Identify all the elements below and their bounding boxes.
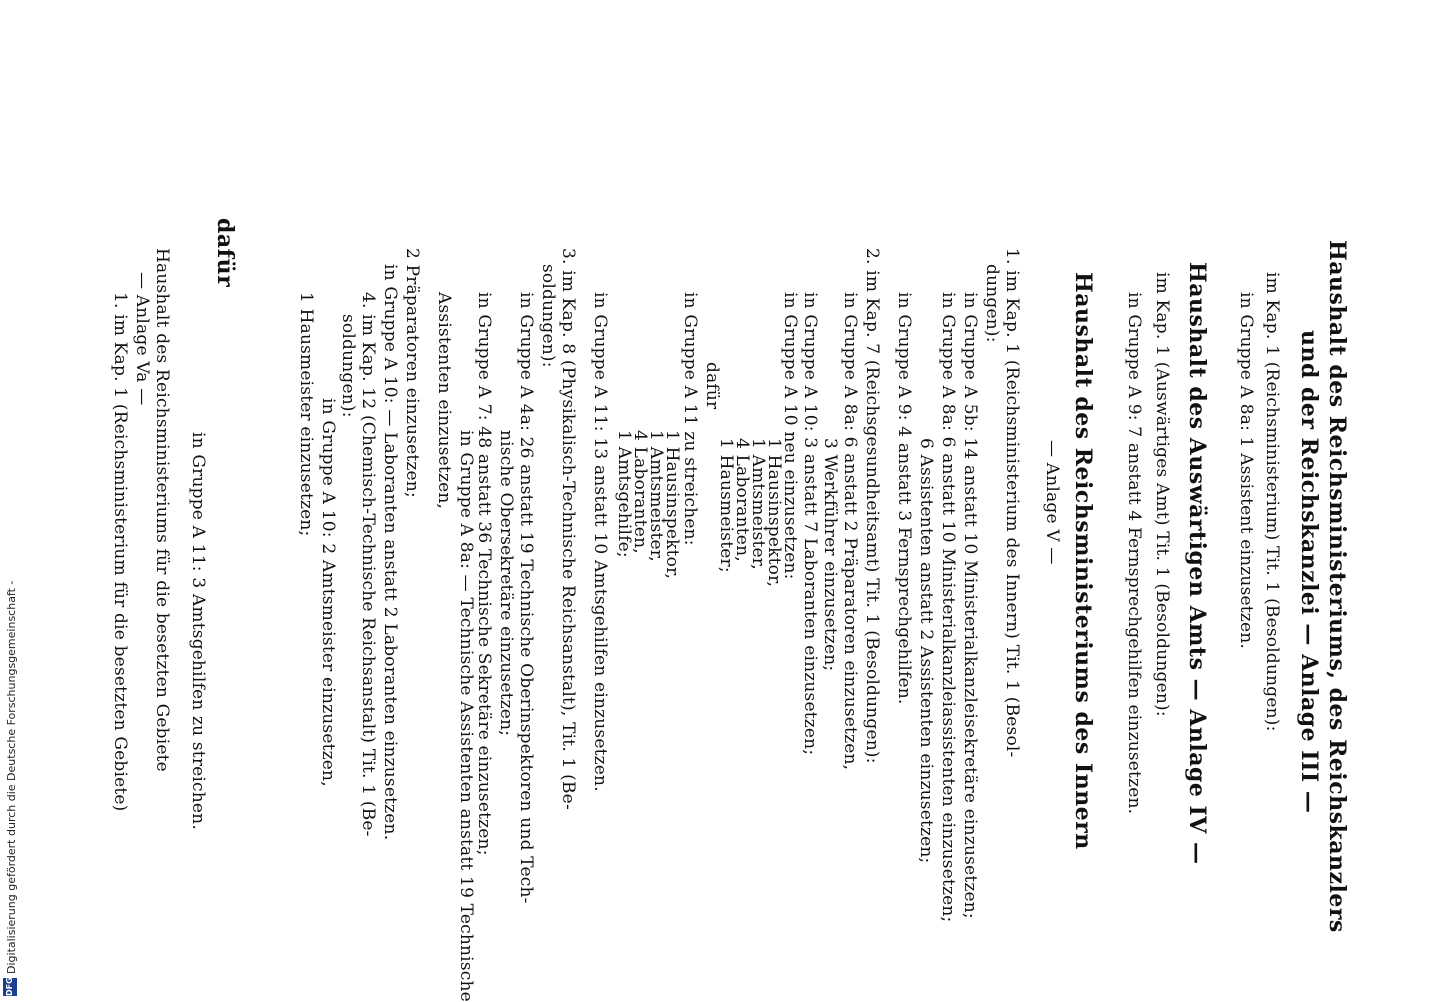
text-line: 1 Amtsgehilfe; xyxy=(614,430,634,558)
text-line: in Gruppe A 11: 13 anstatt 10 Amtsgehilfen einzusetzen. xyxy=(590,292,610,792)
text-line: in Gruppe A 10: 2 Amtsmeister einzusetzen, xyxy=(318,398,338,787)
text-line: in Gruppe A 8a: 6 anstatt 10 Ministerialkanzleiassistenten einzusetzen; xyxy=(938,292,958,923)
dfg-logo-icon: DFG xyxy=(3,978,17,996)
text-line: 2. im Kap. 7 (Reichsgesundheitsamt) Tit. 1 (Besoldungen): xyxy=(862,248,882,764)
heading-reichsministerium: Haushalt des Reichsministeriums, des Reichskanzlers xyxy=(1324,240,1350,933)
footer-credit: Digitalisierung gefördert durch die Deutsche Forschungsgemeinschaft - xyxy=(5,580,18,974)
text-line: in Gruppe A 8a: 1 Assistent einzusetzen. xyxy=(1236,292,1256,649)
text-line: Assistenten einzusetzen, xyxy=(434,292,454,510)
text-line: soldungen): xyxy=(538,264,558,368)
text-line: im Kap. 1 (Auswärtiges Amt) Tit. 1 (Besoldungen): xyxy=(1152,272,1172,717)
subheading-anlage: — Anlage V — xyxy=(1042,440,1062,565)
text-line: 4. im Kap. 12 (Chemisch-Technische Reichsanstalt) Tit. 1 (Be- xyxy=(358,292,378,837)
text-line: 4 Laboranten, xyxy=(732,438,752,562)
heading-auswaertiges-amt: Haushalt des Auswärtigen Amts — Anlage IV — xyxy=(1184,262,1210,865)
text-line: im Kap. 1 (Reichsministerium) Tit. 1 (Besoldungen): xyxy=(1262,272,1282,732)
text-line: 1. im Kap. 1 (Reichsministerium des Innern) Tit. 1 (Besol- xyxy=(1002,248,1022,758)
text-line: dafür xyxy=(702,362,722,410)
text-line: 1 Amtsmeister, xyxy=(646,430,666,562)
text-line: in Gruppe A 5b: 14 anstatt 10 Ministerialkanzleisekretäre einzusetzen; xyxy=(960,292,980,919)
text-line: 2 Präparatoren einzusetzen; xyxy=(402,248,422,498)
text-line: nische Obersekretäre einzusetzen; xyxy=(496,430,516,737)
text-line: 4 Laboranten, xyxy=(630,430,650,554)
text-line: 1. im Kap. 1 (Reichsministerium für die besetzten Gebiete) xyxy=(110,292,130,812)
text-line: in Gruppe A 10 neu einzusetzen: xyxy=(780,292,800,580)
text-line: 1 Hausmeister einzusetzen; xyxy=(296,292,316,537)
text-line: in Gruppe A 8a: 6 anstatt 2 Präparatoren einzusetzen, xyxy=(840,292,860,771)
text-line: soldungen): xyxy=(338,314,358,418)
text-line: in Gruppe A 9: 7 anstatt 4 Fernsprechgehilfen einzusetzen. xyxy=(1124,292,1144,815)
text-line: Haushalt des Reichsministeriums für die besetzten Gebiete xyxy=(152,248,172,772)
text-line: in Gruppe A 11 zu streichen: xyxy=(680,292,700,546)
text-line: 6 Assistenten anstatt 2 Assistenten einzusetzen; xyxy=(916,438,936,864)
digitization-footer xyxy=(0,0,24,1000)
heading-innern: Haushalt des Reichsministeriums des Innern xyxy=(1070,272,1096,850)
text-line: in Gruppe A 8a: — Technische Assistenten anstatt 19 Technische xyxy=(456,430,476,1002)
text-line: 1 Amtsmeister, xyxy=(748,438,768,570)
text-line: in Gruppe A 9: 4 anstatt 3 Fernsprechgehilfen. xyxy=(894,292,914,705)
text-line: in Gruppe A 4a: 26 anstatt 19 Technische Oberinspektoren und Tech- xyxy=(516,292,536,904)
text-line: 3. im Kap. 8 (Physikalisch-Technische Reichsanstalt), Tit. 1 (Be- xyxy=(558,248,578,810)
text-line: in Gruppe A 10: — Laboranten anstatt 2 Laboranten einzusetzen. xyxy=(380,264,400,841)
text-line: 1 Hausmeister; xyxy=(716,438,736,573)
text-line: in Gruppe A 7: 48 anstatt 36 Technische Sekretäre einzusetzen; xyxy=(474,292,494,856)
subheading-anlage: in Gruppe A 11: 3 Amtsgehilfen zu streichen. xyxy=(188,432,208,830)
heading-reichskanzlei: und der Reichskanzlei — Anlage III — xyxy=(1296,330,1322,814)
heading-besetzte-gebiete: dafür xyxy=(212,218,238,288)
text-line: dungen): xyxy=(982,264,1002,343)
text-line: 1 Hausinspektor, xyxy=(662,430,682,580)
text-line: — Anlage Va — xyxy=(132,272,152,406)
text-line: 3 Werkführer einzusetzen; xyxy=(820,438,840,672)
text-line: in Gruppe A 10: 3 anstatt 7 Laboranten einzusetzen; xyxy=(800,292,820,756)
text-line: 1 Hausinspektor, xyxy=(764,438,784,588)
